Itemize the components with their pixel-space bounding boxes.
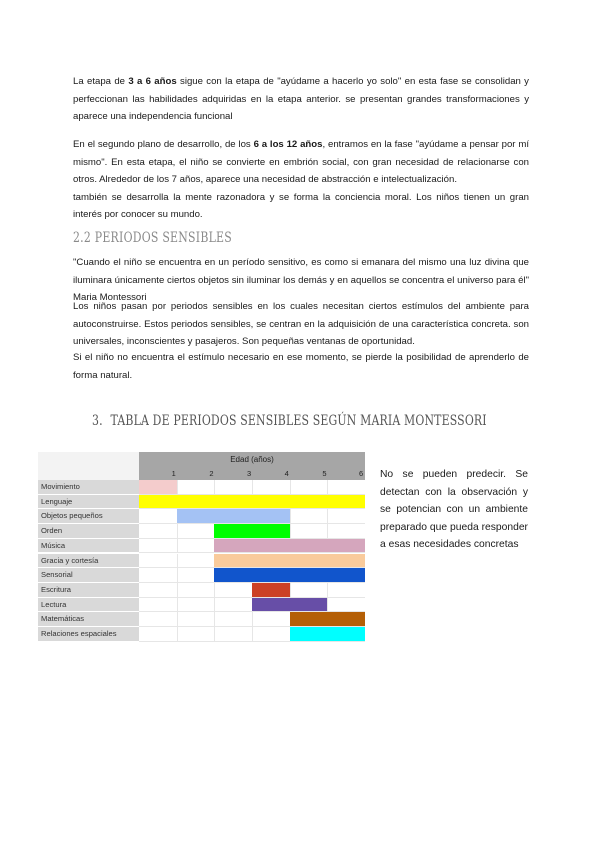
table-row: [38, 612, 365, 627]
grid-line: [177, 583, 178, 597]
grid-line: [290, 583, 291, 597]
grid-line: [290, 480, 291, 494]
sensitive-periods-table: [38, 452, 365, 644]
grid-line: [214, 612, 215, 626]
row-cells: [139, 583, 365, 598]
table-corner: [38, 452, 139, 480]
axis-title: Edad (años): [230, 455, 274, 464]
grid-line: [214, 627, 215, 641]
row-cells: [139, 627, 365, 642]
grid-line: [252, 627, 253, 641]
paragraph-estimulo: Si el niño no encuentra el estímulo necesario en ese momento, se pierde la posibilidad de aprenderlo de forma natural.: [73, 352, 529, 381]
grid-line: [252, 612, 253, 626]
grid-line: [327, 524, 328, 538]
period-bar: [139, 495, 365, 509]
axis-tick-1: 1: [171, 469, 176, 478]
grid-line: [177, 627, 178, 641]
grid-line: [327, 598, 328, 612]
row-cells: [139, 612, 365, 627]
row-cells: [139, 598, 365, 613]
row-cells: [139, 568, 365, 583]
grid-line: [214, 480, 215, 494]
grid-line: [327, 480, 328, 494]
axis-tick-2: 2: [209, 469, 214, 478]
paragraph-quote-montessori: "Cuando el niño se encuentra en un período sensitivo, es como si emanara del mismo una luz divina que iluminara únicamente ciertos objetos sin iluminar los demás y en aquellos se concentra el universo para él" Maria Montessori: [73, 257, 529, 303]
grid-line: [327, 583, 328, 597]
section-heading-periodos-sensibles: 2.2 PERIODOS SENSIBLES: [73, 230, 232, 246]
table-row: [38, 524, 365, 539]
p1-text-c: sigue con la etapa de "ayúdame a hacerlo yo solo" en esta fase se consolidan y perfeccionan las habilidades adquiridas en la etapa anterior. se presentan grandes transformaciones y aparece una independencia funcional: [73, 76, 529, 122]
age-axis-header: [139, 452, 365, 480]
grid-line: [177, 480, 178, 494]
table-row: [38, 539, 365, 554]
table-row: [38, 583, 365, 598]
p1-bold-age: 3 a 6 años: [128, 76, 177, 87]
row-label: Orden: [38, 524, 139, 539]
table-row: [38, 627, 365, 642]
row-label: Relaciones espaciales: [38, 627, 139, 642]
row-label: Música: [38, 539, 139, 554]
grid-line: [327, 509, 328, 523]
grid-line: [177, 612, 178, 626]
section-heading-tabla: [92, 413, 487, 429]
table-row: [38, 495, 365, 510]
grid-line: [252, 480, 253, 494]
row-cells: [139, 554, 365, 569]
axis-tick-6: 6: [359, 469, 364, 478]
p2-text-a: En el segundo plano de desarrollo, de los: [73, 139, 254, 150]
table-row: [38, 554, 365, 569]
period-bar: [290, 612, 365, 626]
row-label: Lenguaje: [38, 495, 139, 510]
row-cells: [139, 495, 365, 510]
period-bar: [214, 554, 365, 568]
table-row: [38, 598, 365, 613]
row-label: Gracia y cortesía: [38, 554, 139, 569]
row-label: Movimiento: [38, 480, 139, 495]
table-row: [38, 568, 365, 583]
grid-line: [214, 583, 215, 597]
side-note: No se pueden predecir. Se detectan con la observación y se potencian con un ambiente preparado que pueda responder a esas necesidades concretas: [380, 469, 528, 551]
row-label: Objetos pequeños: [38, 509, 139, 524]
p2-text-d: también se desarrolla la mente razonadora y se forma la conciencia moral. Los niños tienen un gran interés por conocer su mundo.: [73, 191, 529, 220]
row-cells: [139, 524, 365, 539]
p2-bold-age: 6 a los 12 años: [253, 139, 323, 150]
row-cells: [139, 539, 365, 554]
paragraph-etapa-3-6: [73, 73, 529, 126]
period-bar: [139, 480, 177, 494]
grid-line: [177, 554, 178, 568]
period-bar: [252, 598, 327, 612]
period-bar: [252, 583, 290, 597]
period-bar: [214, 539, 365, 553]
period-bar: [177, 509, 290, 523]
grid-line: [177, 539, 178, 553]
p2-text-c: , entramos en la fase "ayúdame a pensar por mí mismo". En esta etapa, el niño se convierte en embrión social, con gran necesidad de relacionarse con otros. Alrededor de los 7 años, aparece una necesidad de abstracción e intelectualización.: [73, 139, 529, 185]
row-cells: [139, 480, 365, 495]
axis-tick-5: 5: [322, 469, 327, 478]
period-bar: [290, 627, 365, 641]
grid-line: [290, 524, 291, 538]
axis-tick-3: 3: [247, 469, 252, 478]
paragraph-segundo-plano: [73, 136, 529, 224]
grid-line: [177, 598, 178, 612]
row-label: Matemáticas: [38, 612, 139, 627]
p1-text-a: La etapa de: [73, 76, 129, 87]
paragraph-periodos-description: Los niños pasan por periodos sensibles en los cuales necesitan ciertos estímulos del ambiente para autoconstruirse. Estos periodos sensibles, se centran en la adquisición de una característica concreta. son universales, inconscientes y pasajeros. Son pequeñas ventanas de oportunidad.: [73, 301, 529, 347]
grid-line: [290, 509, 291, 523]
table-row: [38, 509, 365, 524]
row-label: Lectura: [38, 598, 139, 613]
grid-line: [214, 598, 215, 612]
grid-line: [177, 568, 178, 582]
grid-line: [177, 524, 178, 538]
axis-tick-4: 4: [284, 469, 289, 478]
table-row: [38, 480, 365, 495]
section-number: 3.: [92, 413, 103, 429]
row-cells: [139, 509, 365, 524]
section-title: TABLA DE PERIODOS SENSIBLES SEGÚN MARIA MONTESSORI: [110, 413, 487, 429]
period-bar: [214, 568, 365, 582]
period-bar: [214, 524, 289, 538]
row-label: Escritura: [38, 583, 139, 598]
row-label: Sensorial: [38, 568, 139, 583]
